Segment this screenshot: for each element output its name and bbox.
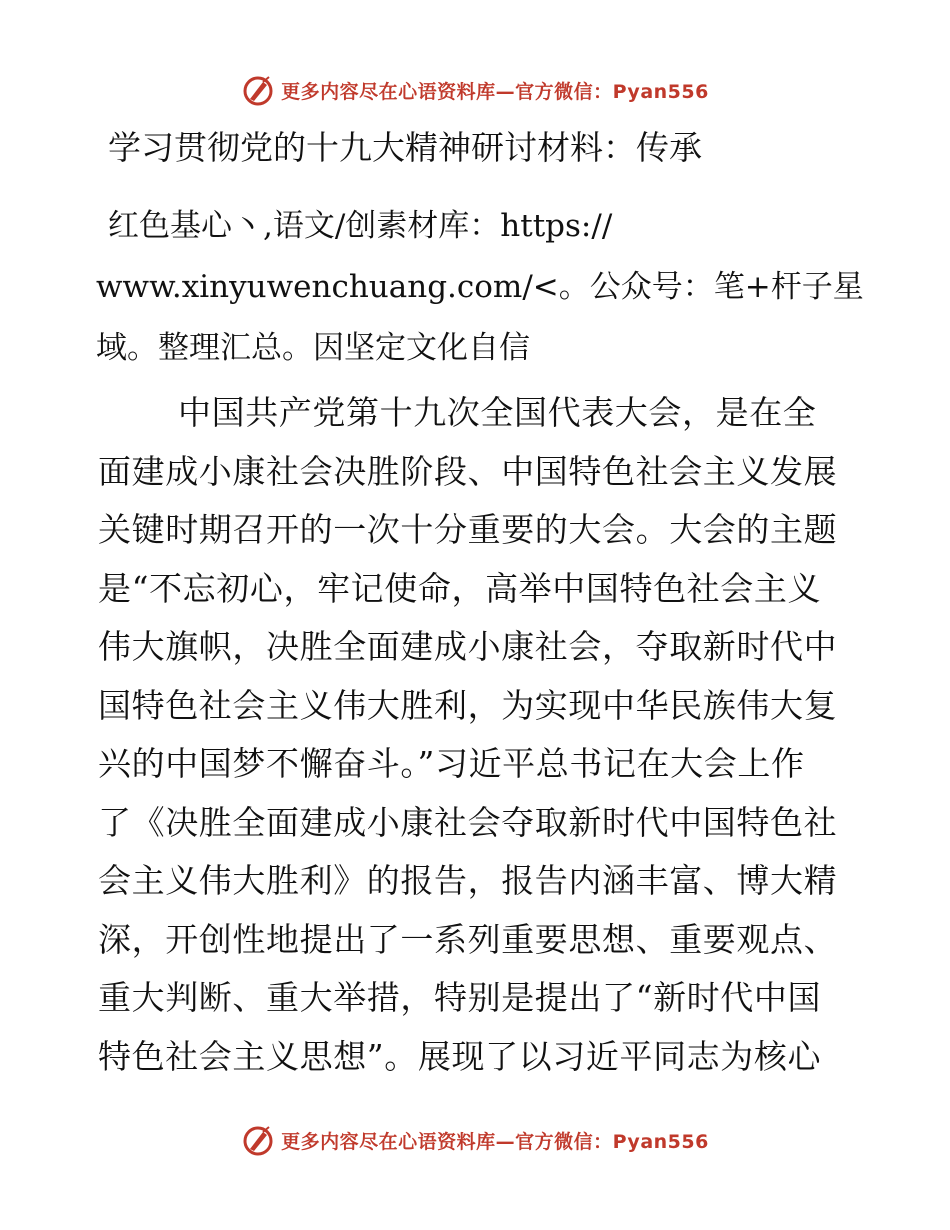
- body-line: 是“不忘初心，牢记使命，高举中国特色社会主义: [98, 568, 822, 608]
- footer-watermark: [0, 1120, 950, 1160]
- document-subtitle: [96, 196, 864, 379]
- subtitle-line: 红色基心丶,语文/创素材库：https://: [108, 208, 613, 244]
- body-line: 特色社会主义思想”。展现了以习近平同志为核心: [98, 1036, 822, 1076]
- body-paragraph: [98, 384, 858, 1086]
- body-line: 了《决胜全面建成小康社会夺取新时代中国特色社: [98, 802, 838, 842]
- body-line: 关键时期召开的一次十分重要的大会。大会的主题: [98, 510, 838, 549]
- body-line: 伟大旗帜，决胜全面建成小康社会，夺取新时代中: [98, 627, 838, 666]
- body-line: 中国共产党第十九次全国代表大会，是在全: [178, 393, 817, 432]
- body-line: 面建成小康社会决胜阶段、中国特色社会主义发展: [98, 451, 838, 491]
- body-line: 兴的中国梦不懈奋斗。”习近平总书记在大会上作: [98, 744, 805, 783]
- watermark-text: 更多内容尽在心语资料库—官方微信：Pyan556: [281, 1130, 709, 1153]
- body-line: 会主义伟大胜利》的报告，报告内涵丰富、博大精: [98, 861, 838, 900]
- body-line: 深，开创性地提出了一系列重要思想、重要观点、: [98, 919, 838, 959]
- body-line: 国特色社会主义伟大胜利，为实现中华民族伟大复: [98, 685, 838, 725]
- quill-logo-icon: [241, 1123, 275, 1157]
- header-watermark: [0, 70, 950, 110]
- quill-logo-icon: [241, 73, 275, 107]
- document-title: 学习贯彻党的十九大精神研讨材料：传承: [108, 128, 702, 167]
- subtitle-line: www.xinyuwenchuang.com/<。公众号：笔+杆子星: [96, 269, 864, 305]
- watermark-text: 更多内容尽在心语资料库—官方微信：Pyan556: [281, 80, 709, 103]
- subtitle-line: 域。整理汇总。因坚定文化自信: [96, 330, 530, 366]
- body-line: 重大判断、重大举措，特别是提出了“新时代中国: [98, 978, 822, 1017]
